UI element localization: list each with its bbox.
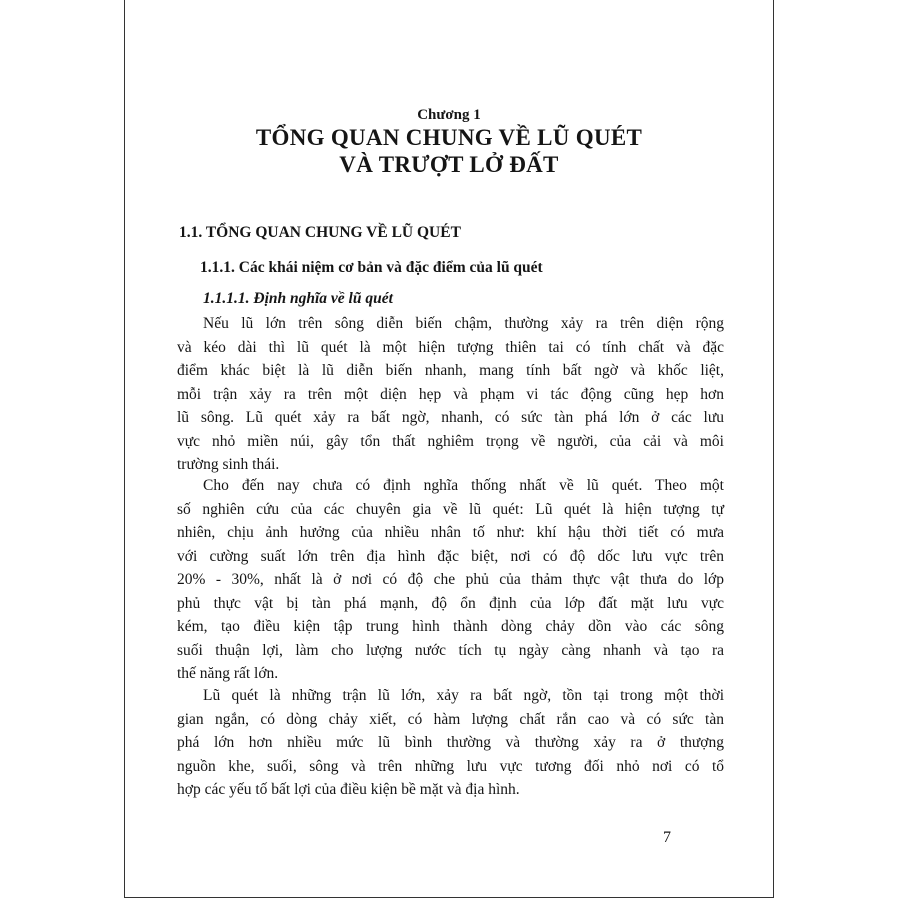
paragraph-line: gian ngắn, có dòng chảy xiết, có hàm lượng chất rắn cao và có sức tàn	[177, 710, 724, 728]
paragraph-line: Nếu lũ lớn trên sông diễn biến chậm, thường xảy ra trên diện rộng	[203, 315, 724, 332]
page-number: 7	[663, 829, 671, 846]
paragraph-line: Lũ quét là những trận lũ lớn, xảy ra bất ngờ, tồn tại trong một thời	[203, 687, 724, 704]
paragraph-line: phá lớn hơn nhiều mức lũ bình thường và thường xảy ra ở thượng	[177, 734, 724, 751]
paragraph-definition-intro	[177, 312, 724, 477]
paragraph-line: nguồn khe, suối, sông và trên những lưu vực tương đối nhỏ nơi có tổ	[177, 757, 724, 775]
paragraph-line: mỗi trận xảy ra trên một diện hẹp và phạm vi tác động cũng hẹp hơn	[177, 385, 724, 403]
paragraph-definition-summary	[177, 684, 724, 802]
paragraph-line: nhiên, chịu ảnh hưởng của nhiều nhân tố như: khí hậu thời tiết có mưa	[177, 524, 724, 541]
chapter-title-line-2: VÀ TRƯỢT LỞ ĐẤT	[339, 152, 559, 177]
paragraph-line: 20% - 30%, nhất là ở nơi có độ che phủ của thảm thực vật thưa do lớp	[177, 571, 724, 588]
paragraph-definition-research	[177, 474, 724, 686]
paragraph-line: Cho đến nay chưa có định nghĩa thống nhất về lũ quét. Theo một	[203, 477, 724, 494]
paragraph-line: trường sinh thái.	[177, 456, 280, 473]
paragraph-line: kém, tạo điều kiện tập trung hình thành dòng chảy dồn vào các sông	[177, 618, 724, 635]
paragraph-line: vực nhỏ miền núi, gây tổn thất nghiêm trọng về người, của cải và môi	[177, 432, 724, 450]
paragraph-line: số nghiên cứu của các chuyên gia về lũ quét: Lũ quét là hiện tượng tự	[177, 500, 724, 518]
paragraph-line: thế năng rất lớn.	[177, 665, 279, 682]
paragraph-line: hợp các yếu tố bất lợi của điều kiện bề mặt và địa hình.	[177, 781, 520, 798]
book-page	[124, 0, 774, 898]
section-heading-1-1: 1.1. TỔNG QUAN CHUNG VỀ LŨ QUÉT	[179, 224, 461, 241]
section-heading-1-1-1-1: 1.1.1.1. Định nghĩa về lũ quét	[203, 290, 393, 307]
paragraph-line: lũ sông. Lũ quét xảy ra bất ngờ, nhanh, có sức tàn phá lớn ở các lưu	[177, 409, 724, 426]
chapter-label: Chương 1	[417, 107, 481, 123]
paragraph-line: và kéo dài thì lũ quét là một hiện tượng thiên tai có tính chất và đặc	[177, 338, 724, 356]
paragraph-line: suối thuận lợi, làm cho lượng nước tích tụ ngày càng nhanh và tạo ra	[177, 641, 724, 659]
paragraph-line: với cường suất lớn trên địa hình đặc biệt, nơi có độ dốc lưu vực trên	[177, 547, 724, 565]
paragraph-line: phủ thực vật bị tàn phá mạnh, độ ổn định của lớp đất mặt lưu vực	[177, 594, 724, 612]
chapter-title-line-1: TỔNG QUAN CHUNG VỀ LŨ QUÉT	[255, 125, 643, 150]
section-heading-1-1-1: 1.1.1. Các khái niệm cơ bản và đặc điểm của lũ quét	[200, 259, 543, 276]
paragraph-line: điểm khác biệt là lũ diễn biến nhanh, mang tính bất ngờ và khốc liệt,	[177, 362, 724, 379]
